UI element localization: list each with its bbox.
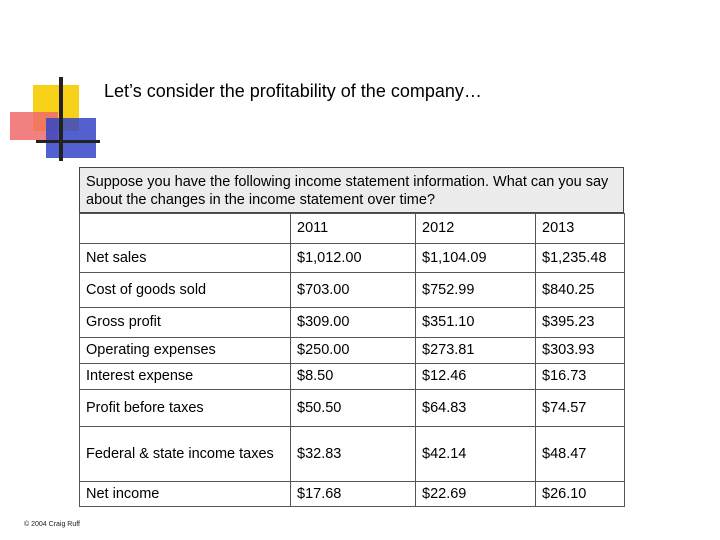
table-cell: $250.00 (291, 338, 416, 364)
logo-vertical-line (59, 77, 63, 161)
row-label: Profit before taxes (80, 390, 291, 427)
table-cell: $22.69 (416, 482, 536, 507)
header-cell (80, 214, 291, 244)
table-cell: $395.23 (536, 308, 625, 338)
table-cell: $703.00 (291, 273, 416, 308)
row-label: Operating expenses (80, 338, 291, 364)
table-row (80, 364, 625, 390)
table-cell: $273.81 (416, 338, 536, 364)
table-cell: $8.50 (291, 364, 416, 390)
table-cell: $351.10 (416, 308, 536, 338)
header-cell: 2013 (536, 214, 625, 244)
table-row (80, 390, 625, 427)
table-cell: $16.73 (536, 364, 625, 390)
table-cell: $1,235.48 (536, 244, 625, 273)
table-row (80, 308, 625, 338)
header-cell: 2011 (291, 214, 416, 244)
table-cell: $1,104.09 (416, 244, 536, 273)
logo-horizontal-line (36, 140, 100, 143)
table-cell: $12.46 (416, 364, 536, 390)
table-cell: $26.10 (536, 482, 625, 507)
table-row (80, 427, 625, 482)
table-cell: $309.00 (291, 308, 416, 338)
table-cell: $1,012.00 (291, 244, 416, 273)
table-cell: $840.25 (536, 273, 625, 308)
table-cell: $303.93 (536, 338, 625, 364)
row-label: Cost of goods sold (80, 273, 291, 308)
copyright-text: © 2004 Craig Ruff (24, 521, 81, 528)
table-cell: $64.83 (416, 390, 536, 427)
table-cell: $42.14 (416, 427, 536, 482)
table-row (80, 244, 625, 273)
income-statement-table (79, 213, 625, 507)
table-cell: $17.68 (291, 482, 416, 507)
table-row (80, 482, 625, 507)
row-label: Federal & state income taxes (80, 427, 291, 482)
slide-title: Let’s consider the profitability of the company… (104, 81, 482, 101)
row-label: Net sales (80, 244, 291, 273)
logo-blue-square (46, 118, 96, 158)
row-label: Net income (80, 482, 291, 507)
table-cell: $74.57 (536, 390, 625, 427)
table-cell: $32.83 (291, 427, 416, 482)
table-cell: $48.47 (536, 427, 625, 482)
header-cell: 2012 (416, 214, 536, 244)
table-cell: $752.99 (416, 273, 536, 308)
table-cell: $50.50 (291, 390, 416, 427)
table-header-row (80, 214, 625, 244)
row-label: Gross profit (80, 308, 291, 338)
row-label: Interest expense (80, 364, 291, 390)
intro-text-box: Suppose you have the following income statement information. What can you say about the changes in the income statement over time? (79, 167, 624, 213)
table-row (80, 338, 625, 364)
table-row (80, 273, 625, 308)
